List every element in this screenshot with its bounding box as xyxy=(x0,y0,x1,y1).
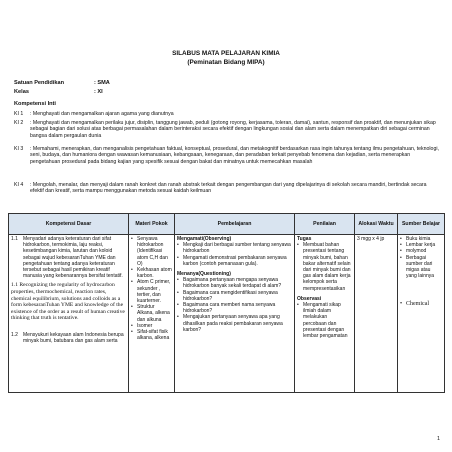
tugas-heading: Tugas xyxy=(297,236,312,242)
header-alokasi-waktu: Alokasi Waktu xyxy=(355,214,398,235)
mengamati-heading: Mengamati(Observing) xyxy=(177,236,232,242)
list-item: • Kekhasan atom karbon. xyxy=(131,267,172,279)
kd-1-1-text: Menyadari adanya keteraturan dari sifat hidrokarbon, termokimia, laju reaksi, kesetimbangan kimia, larutan dan koloid sebagai wujud kebesaranTuhan YME dan pengetahuan tentang adanya keteraturan tersebut sebagai hasil pemikiran kreatif manusia yang kebenarannya bersifat tentatif. xyxy=(23,236,123,280)
info-class-value: : XI xyxy=(94,89,103,95)
document-subtitle: (Peminatan Bidang MIPA) xyxy=(187,59,265,66)
kd-1-1-number: 1.1 xyxy=(11,236,18,242)
ki-item xyxy=(14,182,440,195)
info-school-label: Satuan Pendidikan xyxy=(14,80,65,86)
header-penilaian: Penilaian xyxy=(295,214,355,235)
mengamati-list xyxy=(177,242,292,267)
syllabus-table xyxy=(8,213,445,393)
list-item: • Mengamati sikap ilmiah dalam melakukan percobaan dan presentasi dengan lembar pengamatan xyxy=(297,302,352,339)
list-item: • Chemical xyxy=(400,301,442,307)
kd-1-2 xyxy=(11,332,126,344)
cell-kompetensi-dasar xyxy=(9,235,129,393)
list-item: • Sifat-sifat fisik alkana, alkena xyxy=(131,329,172,341)
kd-1-1-english: 1.1 Recognizing the regularity of hydrocarbon properties, thermochemical, reaction rates, chemical equilibrium, solutions and colloids as a form kebesaranTuhan YME and knowledge of the existence of the order as a result of human creative thinking that truth is tentative. xyxy=(11,282,125,322)
header-sumber-belajar: Sumber Belajar xyxy=(398,214,445,235)
ki-item xyxy=(14,120,440,139)
list-item: • Bagaimana cara mengidentifikasi senyawa hidrokarbon? xyxy=(177,290,292,302)
cell-penilaian xyxy=(295,235,355,393)
ki-code: KI 4 xyxy=(14,182,24,188)
kd-1-2-number: 1.2 xyxy=(11,331,18,338)
list-item: • Mengamati demonstrasi pembakaran senyawa karbon (contoh pemanasan gula). xyxy=(177,255,292,267)
ki-item xyxy=(14,111,440,117)
observasi-heading: Observasi xyxy=(297,295,322,302)
header-kompetensi-dasar: Kompetensi Dasar xyxy=(9,214,129,235)
list-item: • Senyawa hidrokarbon (Identifikasi atom C,H dan O) xyxy=(131,236,172,267)
info-class-label: Kelas xyxy=(14,89,29,95)
list-item: • Buku kimia xyxy=(400,236,442,242)
list-item: • Lembar kerja xyxy=(400,242,442,248)
list-item: • Atom C primer, sekunder , tertier, dan kuarterner. xyxy=(131,279,172,304)
cell-pembelajaran xyxy=(175,235,295,393)
cell-materi-pokok xyxy=(129,235,175,393)
ki-code: KI 2 xyxy=(14,120,24,126)
list-item: • Berbagai sumber dari migas atau yang lainnya xyxy=(400,255,442,280)
menanya-list xyxy=(177,277,292,333)
ki-text: : Menghayati dan mengamalkan ajaran agama yang dianutnya xyxy=(30,111,174,117)
ki-item xyxy=(14,146,440,165)
list-item: • Bagaimana pertanyaan mengapa senyawa hidrokarbon banyak sekali terdapat di alam? xyxy=(177,277,292,289)
list-item: • Isomer xyxy=(131,323,172,329)
list-item: • Mengajukan pertanyaan senyawa apa yang dihasilkan pada reaksi pembakaran senyawa karbon? xyxy=(177,314,292,333)
info-school xyxy=(14,80,110,87)
list-item: • Struktur Alkana, alkena dan alkuna xyxy=(131,304,172,323)
ki-code: KI 1 xyxy=(14,111,24,117)
list-item: • Mengkaji dari berbagai sumber tentang senyawa hidrokarbon xyxy=(177,242,292,254)
page-number: 1 xyxy=(437,436,440,442)
list-item: • molymod xyxy=(400,248,442,254)
ki-text: : Mengolah, menalar, dan menyaji dalam ranah konkret dan ranah abstrak terkait dengan pengembangan dari yang dipelajarinya di sekolah secara mandiri, bertindak secara efektif dan kreatif, serta mampu menggunakan metoda sesuai kaidah keilmuan xyxy=(30,182,427,195)
list-item: • Membuat bahan presentasi tentang minyak bumi, bahan bakar alternatif selain dari minyak bumi dan gas alam dalam kerja kelompok serta mempresentasikan xyxy=(297,242,352,292)
cell-sumber-belajar xyxy=(398,235,445,393)
document-title: SILABUS MATA PELAJARAN KIMIA xyxy=(172,50,280,57)
tugas-list xyxy=(297,242,352,292)
header-pembelajaran: Pembelajaran xyxy=(175,214,295,235)
sumber-extra-list xyxy=(400,301,442,307)
header-materi-pokok: Materi Pokok xyxy=(129,214,175,235)
kompetensi-inti-heading: Kompetensi Inti xyxy=(14,101,56,107)
materi-list xyxy=(131,236,172,341)
sumber-list xyxy=(400,236,442,279)
ki-text: : Menghayati dan mengamalkan perilaku jujur, disiplin, tanggung jawab, peduli (gotong royong, kerjasama, toleran, damai), santun, responsif dan proaktif, dan menunjukan sikap sebagai bagian dari solusi atas berbagai permasalahan dalam berinteraksi secara efektif dengan lingkungan sosial dan alam serta dalam menempatkan diri sebagai cerminan bangsa dalam pergaulan dunia xyxy=(30,120,436,139)
info-class xyxy=(14,89,103,96)
cell-alokasi-waktu: 3 mgg x 4 jp xyxy=(355,235,398,393)
kd-1-2-text: Mensyukuri kekayaan alam Indonesia berupa minyak bumi, batubara dan gas alam serta xyxy=(23,331,124,345)
menanya-heading: Menanya(Questioning) xyxy=(177,271,231,278)
table-header-row xyxy=(9,214,445,235)
kd-1-1 xyxy=(11,236,126,279)
ki-text: : Memahami, menerapkan, dan menganalisis pengetahuan faktual, konseptual, prosedural, dan metakognitif berdasarkan rasa ingin tahunya tentang ilmu pengetahuan, teknologi, seni, budaya, dan humaniora dengan wawasan kemanusiaan, kebangsaan, kenegaraan, dan peradaban terkait penyebab fenomena dan kejadian, serta menerapkan pengetahuan prosedural pada bidang kajian yang spesifik sesuai dengan bakat dan minatnya untuk memecahkan masalah xyxy=(30,146,439,165)
info-school-value: : SMA xyxy=(94,80,110,86)
table-row xyxy=(9,235,445,393)
observasi-list xyxy=(297,302,352,339)
ki-code: KI 3 xyxy=(14,146,24,152)
list-item: • Bagaimana cara memberi nama senyawa hidrokarbon? xyxy=(177,302,292,314)
